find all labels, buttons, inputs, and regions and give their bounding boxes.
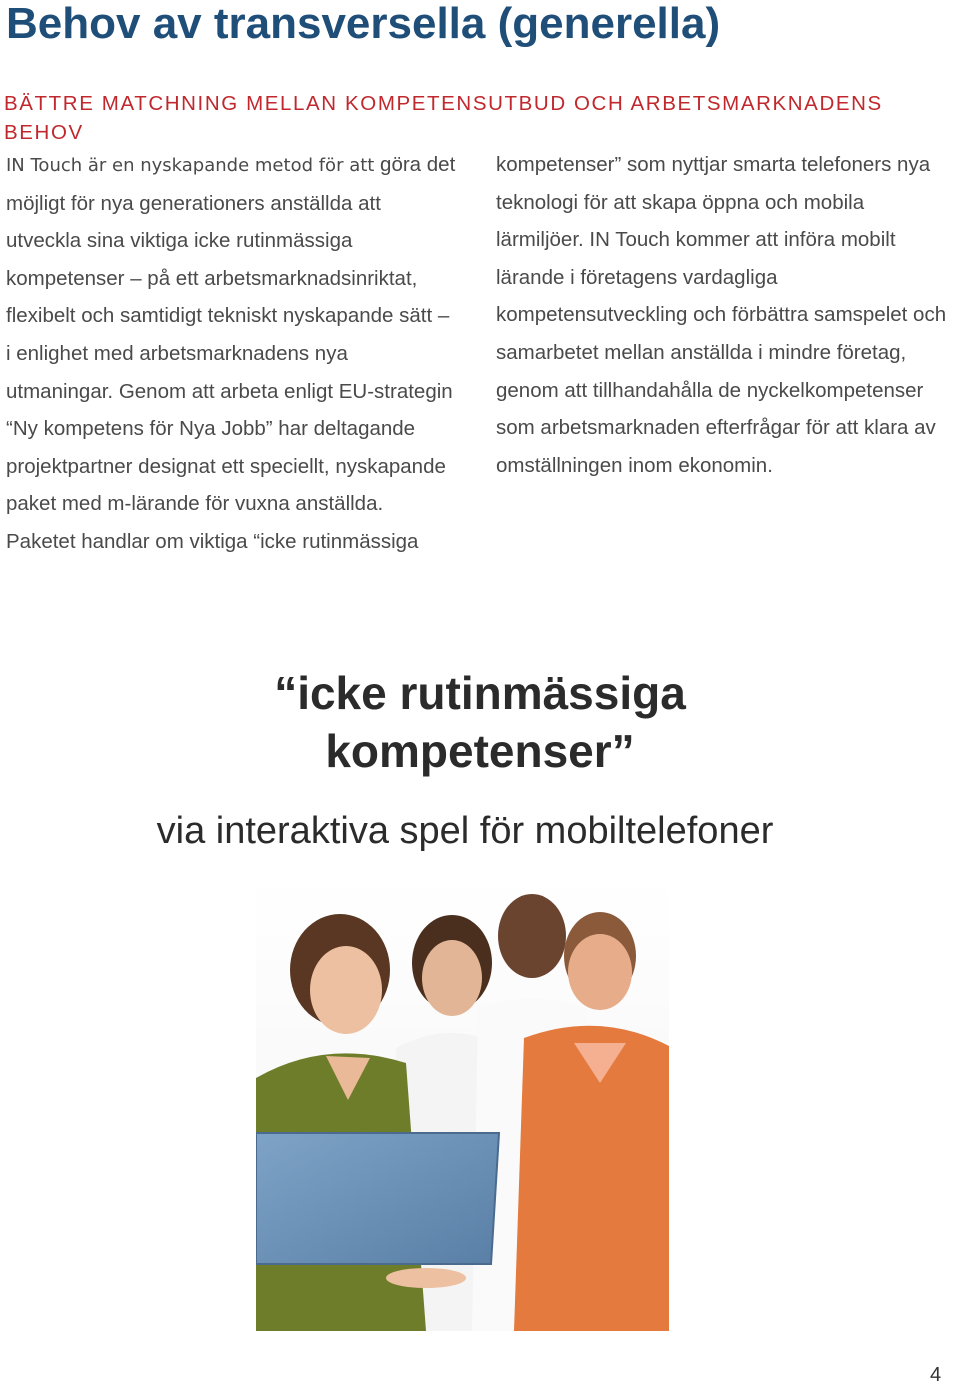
page-number: 4 [930, 1364, 942, 1386]
left-column-text [6, 146, 456, 561]
left-text-column [6, 146, 456, 561]
pull-quote [200, 664, 760, 780]
team-photo [256, 878, 669, 1331]
pull-quote-line-2: kompetenser” [325, 725, 635, 777]
pull-quote-subtitle: via interaktiva spel för mobiltelefoner [156, 810, 774, 852]
left-column-first-line: IN Touch är en nyskapande metod för att [6, 155, 375, 176]
pull-quote-line-1: “icke rutinmässiga [274, 667, 686, 719]
left-column-body: göra det möjligt för nya generationers anställda att utveckla sina viktiga icke rutinmässiga kompetenser – på ett arbetsmarknadsinriktat, flexibelt och samtidigt tekniskt nyskapande sätt – i enlighet med arbetsmarknadens nya utmaningar. Genom att arbeta enligt EU-strategin “Ny kompetens för Nya Jobb” har deltagande projektpartner designat ett speciellt, nyskapande paket med m-lärande för vuxna anställda. Paketet handlar om viktiga “icke rutinmässiga [6, 153, 456, 553]
right-text-column [496, 146, 956, 484]
right-column-text: kompetenser” som nyttjar smarta telefoners nya teknologi för att skapa öppna och mobila lärmiljöer. IN Touch kommer att införa mobilt lärande i företagens vardagliga kompetensutveckling och förbättra samspelet och samarbetet mellan anställda i mindre företag, genom att tillhandahålla de nyckelkompetenser som arbetsmarknaden efterfrågar för att klara av omställningen inom ekonomin. [496, 153, 947, 477]
laptop [256, 1133, 499, 1288]
section-heading: BÄTTRE MATCHNING MELLAN KOMPETENSUTBUD OCH ARBETSMARKNADENS BEHOV [4, 92, 883, 144]
page-title: Behov av transversella (generella) [6, 0, 721, 48]
